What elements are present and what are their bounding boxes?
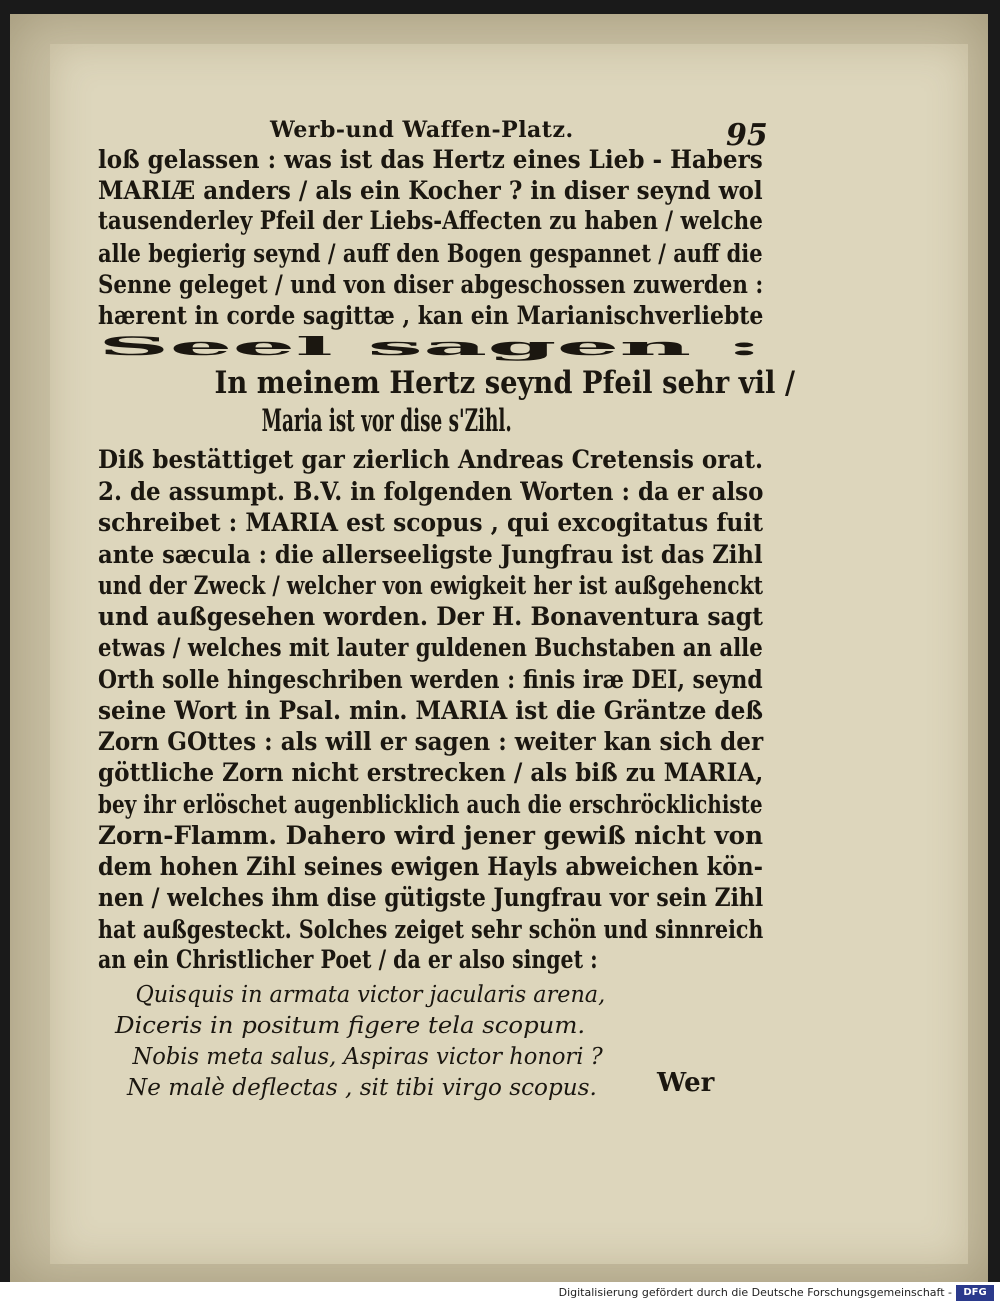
body-line: Senne geleget / und von diser abgeschossen zuwerden : <box>98 270 764 299</box>
body-line: loß gelassen : was ist das Hertz eines Lieb - Habers <box>98 145 763 174</box>
body-line: Zorn-Flamm. Dahero wird jener gewiß nicht von <box>98 821 763 850</box>
verse-line: Maria ist vor dise s'Zihl. <box>261 403 512 439</box>
body-line: und der Zweck / welcher von ewigkeit her ist außgehenckt <box>98 571 764 600</box>
body-line: bey ihr erlöschet augenblicklich auch die erschröcklichiste <box>98 790 763 819</box>
body-line: Zorn GOttes : als will er sagen : weiter kan sich der <box>98 727 764 756</box>
body-line: schreibet : MARIA est scopus , qui excogitatus fuit <box>98 508 764 537</box>
body-line: tausenderley Pfeil der Liebs-Affecten zu haben / welche <box>98 206 763 235</box>
body-line: nen / welches ihm dise gütigste Jungfrau vor sein Zihl <box>98 883 764 912</box>
body-line: und außgesehen worden. Der H. Bonaventura sagt <box>98 602 763 631</box>
body-line: Seel sagen : <box>98 332 763 361</box>
body-line: göttliche Zorn nicht erstrecken / als biß zu MARIA, <box>98 758 764 787</box>
body-line: Diß bestättiget gar zierlich Andreas Cretensis orat. <box>98 445 764 474</box>
latin-verse-line: Nobis meta salus, Aspiras victor honori ? <box>132 1044 603 1070</box>
body-line: alle begierig seynd / auff den Bogen gespannet / auff die <box>98 239 763 268</box>
running-head: Werb-und Waffen-Platz. <box>270 117 574 143</box>
page-number: 95 <box>726 118 768 153</box>
body-line: Orth solle hingeschriben werden : finis iræ DEI, seynd <box>98 665 763 694</box>
body-line: seine Wort in Psal. min. MARIA ist die Gräntze deß <box>98 696 763 725</box>
footer-credit: Digitalisierung gefördert durch die Deutsche Forschungsgemeinschaft - <box>558 1286 952 1299</box>
latin-verse-line: Ne malè deflectas , sit tibi virgo scopus. <box>127 1075 597 1101</box>
body-line: 2. de assumpt. B.V. in folgenden Worten : da er also <box>98 477 764 506</box>
body-line: MARIÆ anders / als ein Kocher ? in diser seynd wol <box>98 176 763 205</box>
body-line: an ein Christlicher Poet / da er also singet : <box>98 945 598 974</box>
body-line: etwas / welches mit lauter guldenen Buchstaben an alle <box>98 633 763 662</box>
footer-bar <box>0 1282 1000 1304</box>
catchword: Wer <box>657 1068 715 1098</box>
latin-verse-line: Quisquis in armata victor jacularis arena, <box>135 982 606 1008</box>
latin-verse-line: Diceris in positum figere tela scopum. <box>114 1013 586 1039</box>
dfg-logo: DFG <box>956 1285 994 1301</box>
body-line: ante sæcula : die allerseeligste Jungfrau ist das Zihl <box>98 540 763 569</box>
body-line: hærent in corde sagittæ , kan ein Marianischverliebte <box>98 301 764 330</box>
body-line: hat außgesteckt. Solches zeiget sehr schön und sinnreich <box>98 915 764 944</box>
body-line: dem hohen Zihl seines ewigen Hayls abweichen kön- <box>98 852 763 881</box>
verse-line: In meinem Hertz seynd Pfeil sehr vil / <box>214 365 795 401</box>
